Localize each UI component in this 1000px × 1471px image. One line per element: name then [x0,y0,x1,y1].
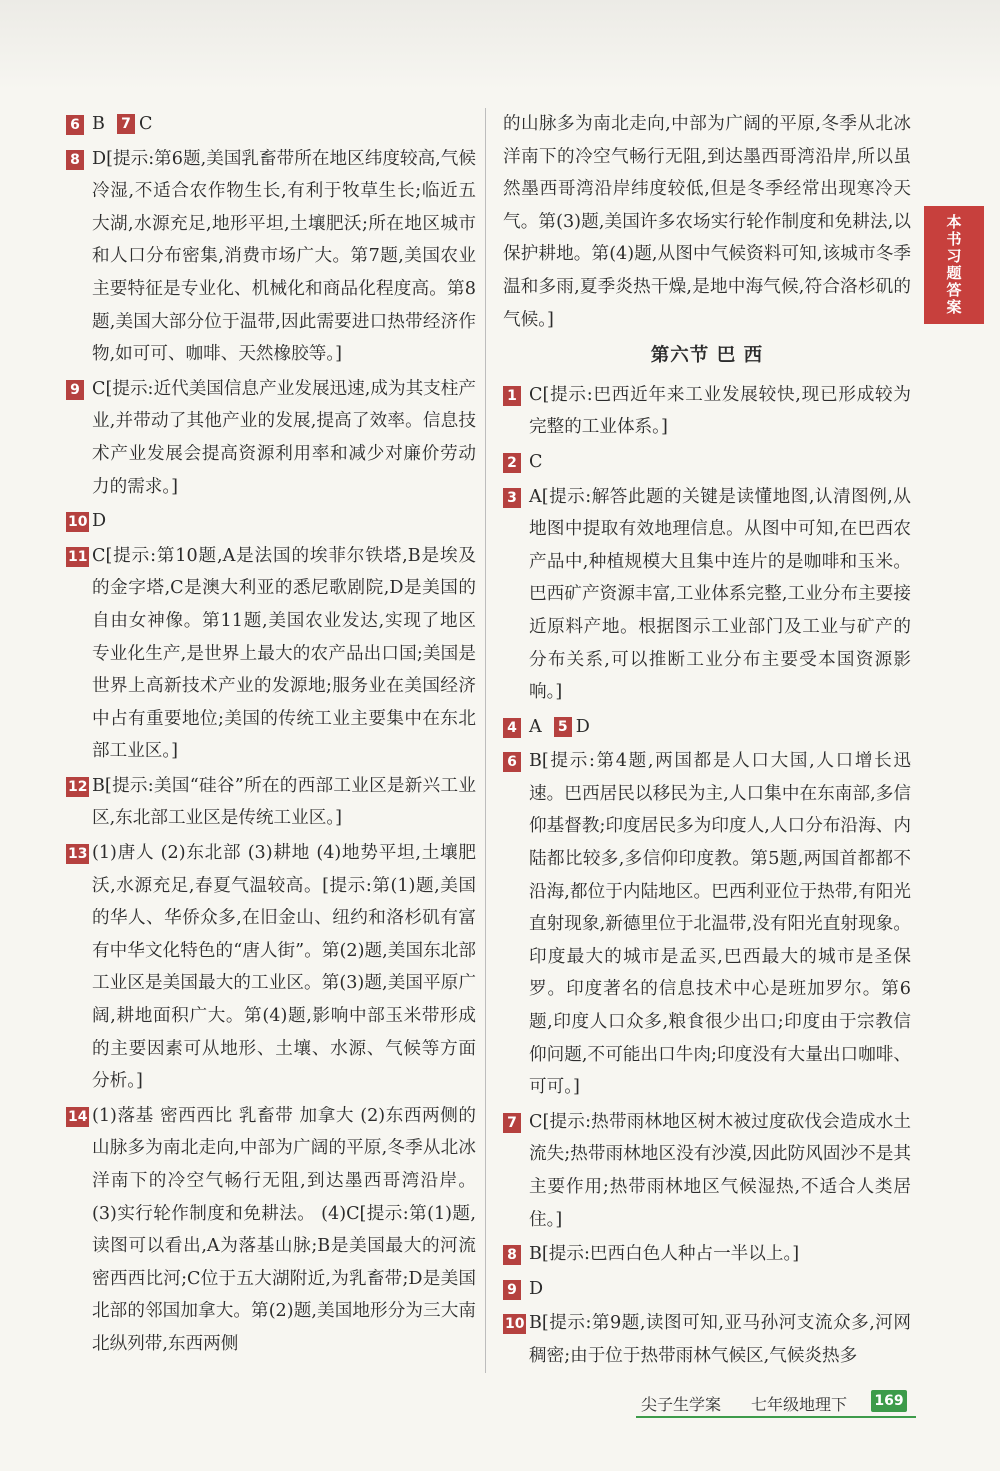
question-number-badge: 5 [554,717,572,737]
page-number: 169 [871,1390,907,1412]
answer-text: C[提示:热带雨林地区树木被过度砍伐会造成水土流失;热带雨林地区没有沙漠,因此防风固沙不是其主要作用;热带雨林地区气候湿热,不适合人类居住。] [529,1111,911,1230]
continued-paragraph: 的山脉多为南北走向,中部为广阔的平原,冬季从北冰洋南下的冷空气畅行无阻,到达墨西哥湾沿岸,所以虽然墨西哥湾沿岸纬度较低,但是冬季经常出现寒冷天气。第(3)题,美国许多农场实行轮作制度和免耕法,以保护耕地。第(4)题,从图中气候资料可知,该城市冬季温和多雨,夏季炎热干燥,是地中海气候,符合洛杉矶的气候。] [503,114,911,330]
answer-item [66,770,476,835]
question-number-badge: 7 [117,114,135,134]
answer-text: B[提示:美国“硅谷”所在的西部工业区是新兴工业区,东北部工业区是传统工业区。] [92,775,476,829]
question-number-badge: 12 [68,778,88,795]
answer-item [503,1106,911,1236]
question-number-badge: 10 [68,514,88,531]
question-number-badge: 10 [505,1316,525,1333]
question-number-badge: 9 [66,380,84,400]
answer-item [66,837,476,1098]
answer-text: B[提示:第9题,读图可知,亚马孙河支流众多,河网稠密;由于位于热带雨林气候区,气候炎热多 [529,1313,911,1366]
right-answer-list [503,379,911,1373]
question-number-badge: 4 [503,718,521,738]
answer-item [503,379,911,444]
question-number-badge: 11 [68,548,88,565]
question-number-badge: 7 [503,1113,521,1133]
right-column [503,108,911,1375]
answer-item [66,505,476,538]
question-number-badge: 8 [66,150,84,170]
answer-text: C [529,451,543,472]
footer-underline [636,1416,916,1418]
answer-item [66,1100,476,1361]
book-title: 尖子生学案 [641,1395,722,1414]
answer-text: B [92,114,105,134]
left-column [66,108,476,1363]
answer-item [503,446,911,479]
answer-item [503,1307,911,1372]
side-tab [924,206,984,324]
answer-text: B[提示:第4题,两国都是人口大国,人口增长迅速。巴西居民以移民为主,人口集中在东南部,多信仰基督教;印度居民多为印度人,人口分布沿海、内陆都比较多,多信仰印度教。第5题,两国首都都不沿海,都位于内陆地区。巴西利亚位于热带,有阳光直射现象,新德里位于北温带,没有阳光直射现象。印度最大的城市是孟买,巴西最大的城市是圣保罗。印度著名的信息技术中心是班加罗尔。第6题,印度人口众多,粮食很少出口;印度由于宗教信仰问题,不可能出口牛肉;印度没有大量出口咖啡、可可。] [529,751,911,1098]
answer-item [66,143,476,371]
answer-text: A[提示:解答此题的关键是读懂地图,认清图例,从地图中提取有效地理信息。从图中可知,在巴西农产品中,种植规模大且集中连片的是咖啡和玉米。巴西矿产资源丰富,工业体系完整,工业分布主要接近原料产地。根据图示工业部门及工业与矿产的分布关系,可以推断工业分布主要受本国资源影响。] [529,486,911,703]
answer-item [503,1273,911,1306]
side-tab-label: 本书习题答案 [944,214,963,316]
answer-text: B[提示:巴西白色人种占一半以上。] [529,1244,800,1265]
column-divider [485,108,486,1373]
answer-text: D[提示:第6题,美国乳畜带所在地区纬度较高,气候冷湿,不适合农作物生长,有利于牧草生长;临近五大湖,水源充足,地形平坦,土壤肥沃;所在地区城市和人口分布密集,消费市场广大。第7题,美国农业主要特征是专业化、机械化和商品化程度高。第8题,美国大部分位于温带,因此需要进口热带经济作物,如可可、咖啡、天然橡胶等。] [92,148,476,365]
section-title: 第六节 巴 西 [650,345,764,367]
answer-text: C[提示:第10题,A是法国的埃菲尔铁塔,B是埃及的金字塔,C是澳大利亚的悉尼歌剧院,D是美国的自由女神像。第11题,美国农业发达,实现了地区专业化生产,是世界上最大的农产品出口国;美国是世界上高新技术产业的发源地;服务业在美国经济中占有重要地位;美国的传统工业主要集中在东北部工业区。] [92,545,476,762]
answer-item [66,373,476,503]
answer-text: C[提示:近代美国信息产业发展迅速,成为其支柱产业,并带动了其他产业的发展,提高了效率。信息技术产业发展会提高资源利用率和减少对廉价劳动力的需求。] [92,378,476,497]
question-number-badge: 2 [503,453,521,473]
answer-item [503,745,911,1104]
question-number-badge: 14 [68,1108,88,1125]
answer-text: (1)唐人 (2)东北部 (3)耕地 (4)地势平坦,土壤肥沃,水源充足,春夏气温较高。[提示:第(1)题,美国的华人、华侨众多,在旧金山、纽约和洛杉矶有富有中华文化特色的“唐人街”。第(2)题,美国东北部工业区是美国最大的工业区。第(3)题,美国平原广阔,耕地面积广大。第(4)题,影响中部玉米带形成的主要因素可从地形、土壤、水源、气候等方面分析。] [92,843,476,1092]
question-number-badge: 3 [503,488,521,508]
answer-item [503,481,911,709]
answer-text: D [92,511,107,532]
question-number-badge: 6 [503,752,521,772]
answer-item [503,711,911,744]
answer-text: D [529,1278,544,1299]
answer-item [66,540,476,768]
answer-text: D [575,716,590,737]
question-number-badge: 9 [503,1280,521,1300]
book-subtitle: 七年级地理下 [751,1395,848,1414]
answer-text: C [138,114,153,134]
question-number-badge: 1 [503,386,521,406]
page-footer [636,1388,936,1418]
page-top-shadow [0,0,1000,90]
answer-text: A [529,716,542,737]
answer-item [66,108,476,141]
answer-item [503,1238,911,1271]
question-number-badge: 13 [68,846,88,863]
answer-text: (1)落基 密西西比 乳畜带 加拿大 (2)东西两侧的山脉多为南北走向,中部为广阔的平原,冬季从北冰洋南下的冷空气畅行无阻,到达墨西哥湾沿岸。 (3)实行轮作制度和免耕法。 (4)C[提示:第(1)题,读图可以看出,A为落基山脉;B是美国最大的河流密西西比河;C位于五大湖附近,为乳畜带;D是美国北部的邻国加拿大。第(2)题,美国地形分为三大南北纵列带,东西两侧 [92,1105,476,1354]
answer-text: C[提示:巴西近年来工业发展较快,现已形成较为完整的工业体系。] [529,384,911,438]
question-number-badge: 8 [503,1245,521,1265]
question-number-badge: 6 [66,115,84,135]
